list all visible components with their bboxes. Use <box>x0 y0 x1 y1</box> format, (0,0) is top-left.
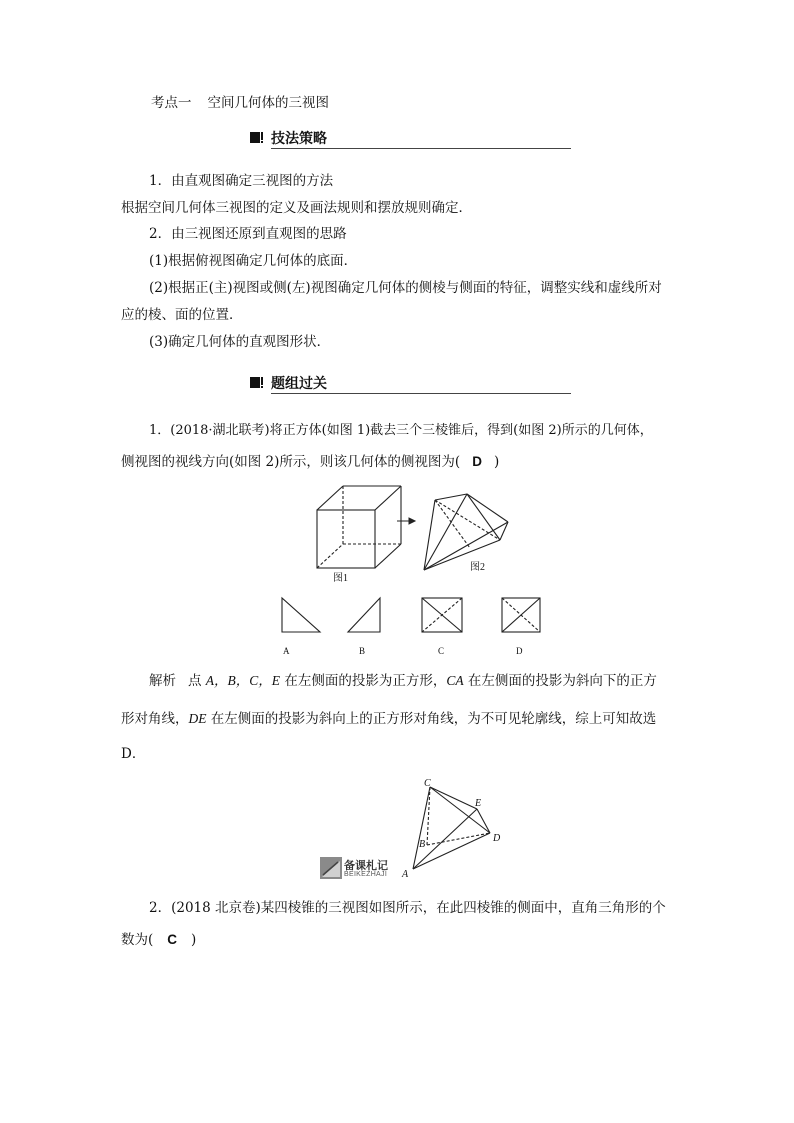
strategy-step-3: (3)确定几何体的直观图形状． <box>149 334 331 350</box>
solution-line2: 形对角线，DE 在左侧面的投影为斜向上的正方形对角线，为不可见轮廓线，综上可知故选 <box>121 711 657 727</box>
solution-line3: D． <box>121 746 146 762</box>
vertex-label-a: A <box>402 869 409 880</box>
vertex-label-d: D <box>493 833 501 844</box>
solid-figure-2 <box>424 494 508 570</box>
header-underline <box>271 148 571 149</box>
header-jifa-celve <box>250 128 572 150</box>
strategy-item-1: 1．由直观图确定三视图的方法 <box>149 173 334 189</box>
header-underline <box>271 393 571 394</box>
vertex-label-c: C <box>424 778 431 789</box>
section-title <box>151 94 329 112</box>
watermark-cn: 备课札记 <box>344 859 388 872</box>
question-1-options <box>270 592 550 640</box>
option-d-label: D <box>516 646 523 656</box>
question-1-figures <box>300 478 540 583</box>
figure-1-label: 图1 <box>333 573 348 584</box>
section-name: 空间几何体的三视图 <box>207 95 329 111</box>
option-a-label: A <box>283 646 290 656</box>
question-1-answer: D <box>472 454 482 469</box>
option-d-figure <box>502 598 540 632</box>
option-c-figure <box>422 598 462 632</box>
section-label: 考点一 <box>151 95 192 111</box>
vertex-label-e: E <box>475 798 482 809</box>
question-2-line2: 数为( C ) <box>121 932 197 948</box>
arrow-icon <box>397 518 415 524</box>
strategy-step-2-line1: (2)根据正(主)视图或侧(左)视图确定几何体的侧棱与侧面的特征，调整实线和虚线所对 <box>149 280 662 296</box>
option-a-figure <box>282 598 320 632</box>
option-b-label: B <box>359 646 366 656</box>
figure-2-label: 图2 <box>470 562 485 573</box>
strategy-item-2: 2．由三视图还原到直观图的思路 <box>149 226 347 242</box>
question-1-line2: 侧视图的视线方向(如图 2)所示，则该几何体的侧视图为( D ) <box>121 454 500 470</box>
vertex-label-b: B <box>419 839 426 850</box>
question-1-line1: 1．(2018·湖北联考)将正方体(如图 1)截去三个三棱锥后，得到(如图 2)所示的几何体， <box>149 423 653 438</box>
strategy-step-1: (1)根据俯视图确定几何体的底面． <box>149 253 358 269</box>
header-marker-icon <box>250 132 260 143</box>
question-2-line1: 2．(2018 北京卷)某四棱锥的三视图如图所示，在此四棱锥的侧面中，直角三角形的个 <box>149 900 666 916</box>
header-title: 技法策略 <box>271 131 327 147</box>
option-b-figure <box>348 598 380 632</box>
header-tizu-guoguan <box>250 373 572 395</box>
header-title: 题组过关 <box>271 376 327 392</box>
solution-label: 解析 <box>149 673 176 689</box>
watermark-icon <box>320 857 342 879</box>
cube-figure-1 <box>317 486 401 568</box>
watermark-logo <box>320 857 400 881</box>
watermark-en: BEIKEZHAJI <box>344 871 388 878</box>
strategy-item-1-text: 根据空间几何体三视图的定义及画法规则和摆放规则确定． <box>121 200 472 216</box>
question-2-answer: C <box>167 932 178 947</box>
strategy-step-2-line2: 应的棱、面的位置． <box>121 307 243 323</box>
option-c-label: C <box>438 646 445 656</box>
solution-line1: 解析 点 A，B，C，E 在左侧面的投影为正方形，CA 在左侧面的投影为斜向下的正方 <box>149 673 657 689</box>
solution-figure <box>400 775 510 880</box>
header-marker-icon <box>250 377 260 388</box>
